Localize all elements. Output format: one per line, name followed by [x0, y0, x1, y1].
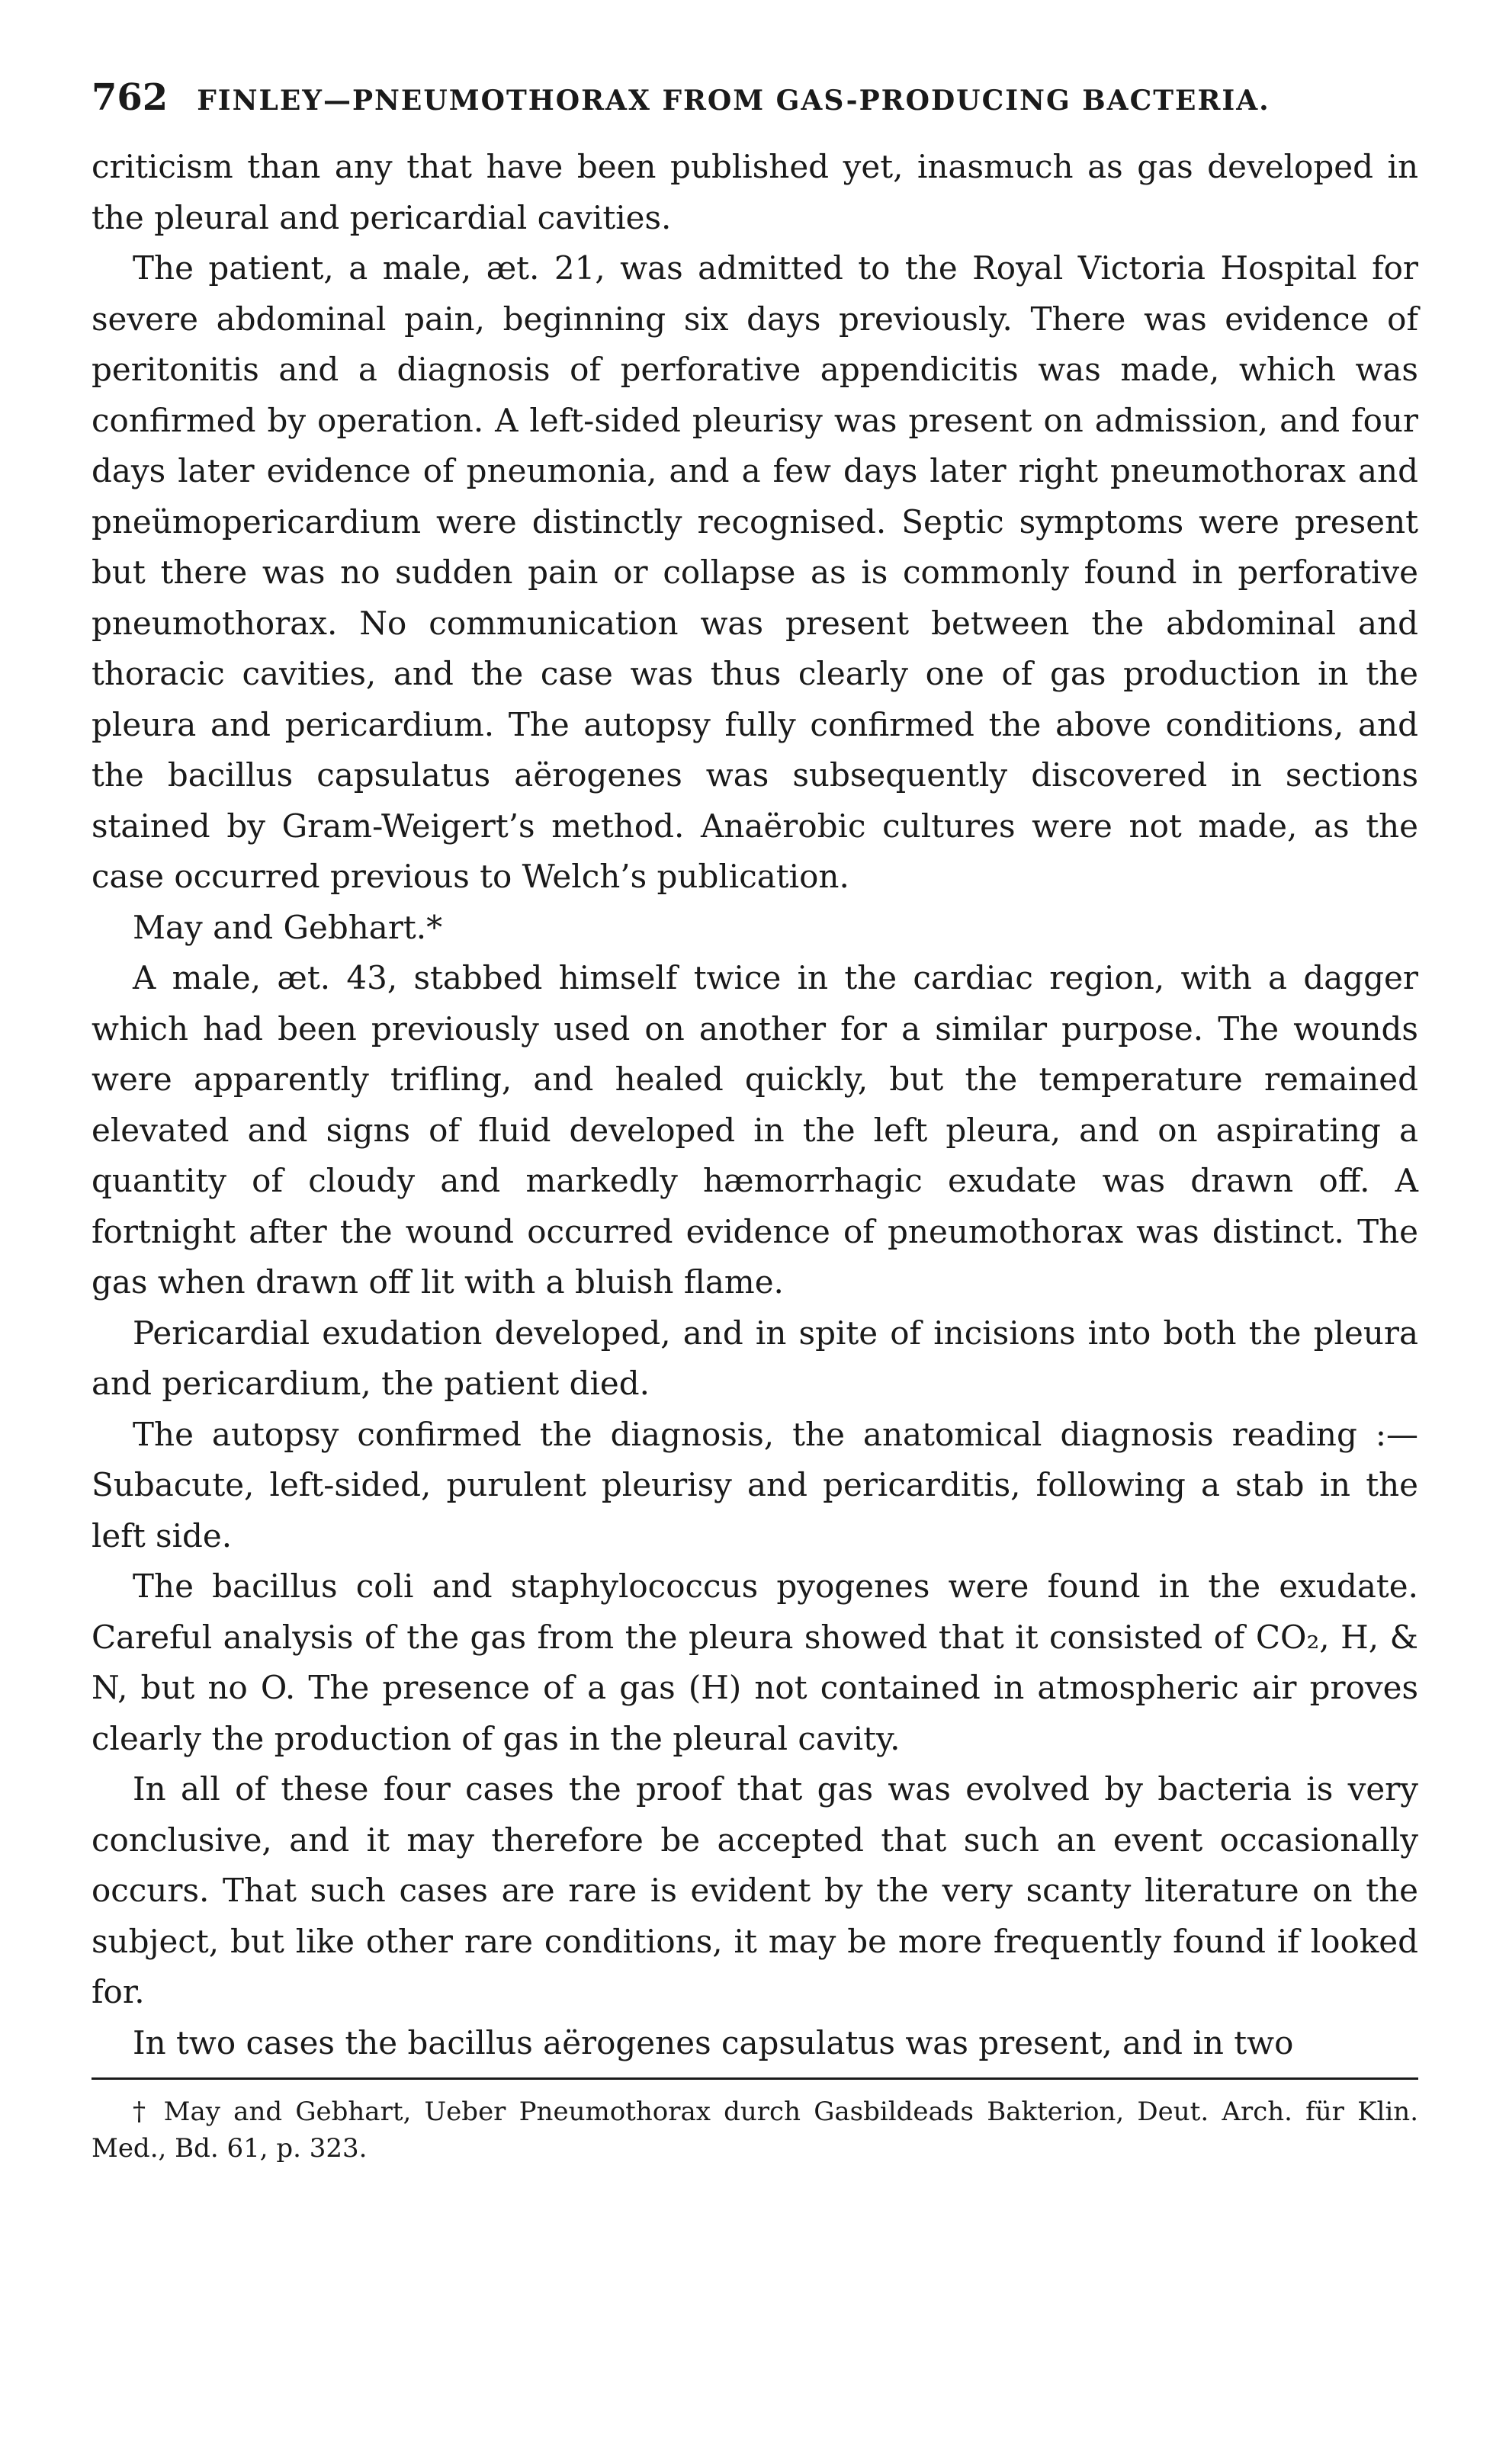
paragraph-conclusion: In all of these four cases the proof that gas was evolved by bacteria is very conclusive, and it may therefore be accepted that such an event occasionally occurs. That such cases are rare is evident by the very scanty literature on the subject, but like other rare conditions, it may be more frequently found if looked for.: [92, 1770, 1418, 2010]
paragraph-autopsy: The autopsy confirmed the diagnosis, the anatomical diagnosis reading :—Subacute, left-sided, purulent pleurisy and pericarditis, following a stab in the left side.: [92, 1415, 1418, 1554]
paragraph-bacillus-coli: The bacillus coli and staphylococcus pyogenes were found in the exudate. Careful analysis of the gas from the pleura showed that it consisted of CO₂, H, & N, but no O. The presence of a gas (H) not contained in atmospheric air proves clearly the production of gas in the pleural cavity.: [92, 1567, 1418, 1757]
page: [92, 76, 1418, 2167]
paragraph-two-cases: In two cases the bacillus aërogenes capsulatus was present, and in two: [133, 2023, 1294, 2061]
paragraph-pericardial: Pericardial exudation developed, and in spite of incisions into both the pleura and pericardium, the patient died.: [92, 1314, 1418, 1402]
footnote-rule: [92, 2077, 1418, 2080]
paragraph-continuation: criticism than any that have been published yet, inasmuch as gas developed in the pleural and pericardial cavities.: [92, 148, 1418, 236]
body-text: [92, 142, 1418, 2068]
paragraph-case-stab: A male, æt. 43, stabbed himself twice in the cardiac region, with a dagger which had been previously used on another for a similar purpose. The wounds were apparently trifling, and healed quickly, but the temperature remained elevated and signs of fluid developed in the left pleura, and on aspirating a quantity of cloudy and markedly hæmorrhagic exudate was drawn off. A fortnight after the wound occurred evidence of pneumothorax was distinct. The gas when drawn off lit with a bluish flame.: [92, 959, 1418, 1301]
paragraph-case-heading: May and Gebhart.*: [133, 908, 443, 946]
page-number: 762: [92, 76, 169, 119]
running-head: [92, 76, 1418, 131]
running-title: FINLEY—PNEUMOTHORAX FROM GAS-PRODUCING BACTERIA.: [197, 85, 1270, 117]
paragraph-case-royal-victoria: The patient, a male, æt. 21, was admitted to the Royal Victoria Hospital for severe abdominal pain, beginning six days previously. There was evidence of peritonitis and a diagnosis of perforative appendicitis was made, which was confirmed by operation. A left-sided pleurisy was present on admission, and four days later evidence of pneumonia, and a few days later right pneumothorax and pneümopericardium were distinctly recognised. Septic symptoms were present but there was no sudden pain or collapse as is commonly found in perforative pneumothorax. No communication was present between the abdominal and thoracic cavities, and the case was thus clearly one of gas production in the pleura and pericardium. The autopsy fully confirmed the above conditions, and the bacillus capsulatus aërogenes was subsequently discovered in sections stained by Gram-Weigert’s method. Anaërobic cultures were not made, as the case occurred previous to Welch’s publication.: [92, 249, 1418, 895]
footnote: † May and Gebhart, Ueber Pneumothorax durch Gasbildeads Bakterion, Deut. Arch. für Klin. Med., Bd. 61, p. 323.: [92, 2097, 1418, 2164]
